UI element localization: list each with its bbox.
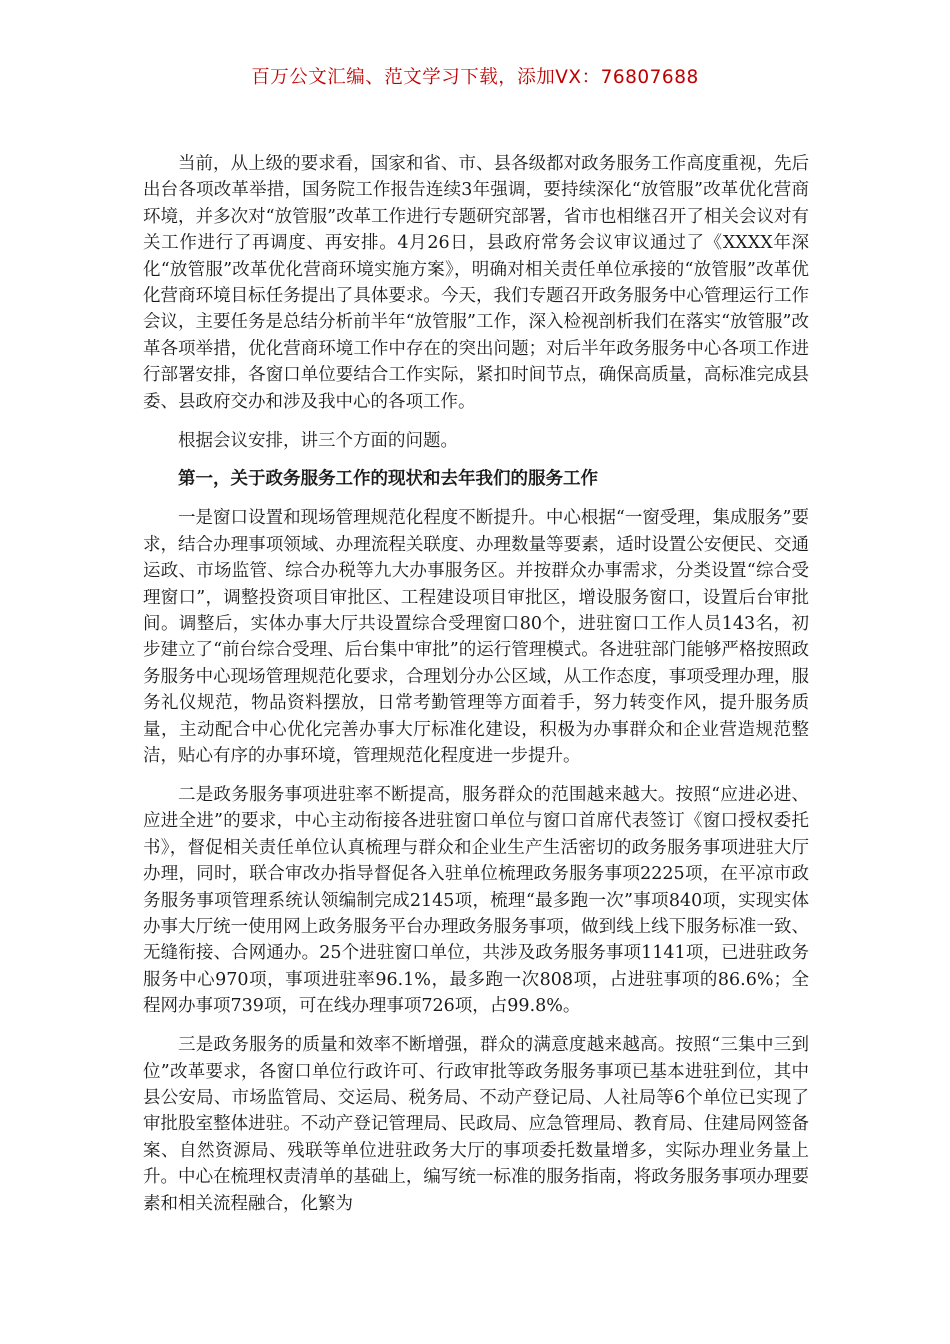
paragraph-agenda: 根据会议安排，讲三个方面的问题。 — [178, 430, 458, 451]
paragraph-point-1: 一是窗口设置和现场管理规范化程度不断提升。中心根据“一窗受理，集成服务”要求，结合办理事项领域、办理流程关联度、办理数量等要素，适时设置公安便民、交通运政、市场监管、综合办税等九大办事服务区。并按群众办事需求，分类设置“综合受理窗口”，调整投资项目审批区、工程建设项目审批区，增设服务窗口，设置后台审批间。调整后，实体办事大厅共设置综合受理窗口80个，进驻窗口工作人员143名，初步建立了“前台综合受理、后台集中审批”的运行管理模式。各进驻部门能够严格按照政务服务中心现场管理规范化要求，合理划分办公区域，从工作态度，事项受理办理，服务礼仪规范，物品资料摆放，日常考勤管理等方面着手，努力转变作风，提升服务质量，主动配合中心优化完善办事大厅标准化建设，积极为办事群众和企业营造规范整洁，贴心有序的办事环境，管理规范化程度进一步提升。 — [143, 508, 809, 767]
document-body — [143, 151, 809, 1229]
section-heading: 第一，关于政务服务工作的现状和去年我们的服务工作 — [178, 469, 598, 490]
paragraph-point-2: 二是政务服务事项进驻率不断提高，服务群众的范围越来越大。按照“应进必进、应进全进”的要求，中心主动衔接各进驻窗口单位与窗口首席代表签订《窗口授权委托书》，督促相关责任单位认真梳理与群众和企业生产生活密切的政务服务事项进驻大厅办理，同时，联合审改办指导督促各入驻单位梳理政务服务事项2225项，在平凉市政务服务事项管理系统认领编制完成2145项，梳理“最多跑一次”事项840项，实现实体办事大厅统一使用网上政务服务平台办理政务服务事项，做到线上线下服务标准一致、无缝衔接、合网通办。25个进驻窗口单位，共涉及政务服务事项1141项，已进驻政务服务中心970项，事项进驻率96.1%，最多跑一次808项，占进驻事项的86.6%；全程网办事项739项，可在线办理事项726项，占99.8%。 — [143, 784, 809, 1017]
paragraph-point-3: 三是政务服务的质量和效率不断增强，群众的满意度越来越高。按照“三集中三到位”改革要求，各窗口单位行政许可、行政审批等政务服务事项已基本进驻到位，其中县公安局、市场监管局、交运局、税务局、不动产登记局、人社局等6个单位已实现了审批股室整体进驻。不动产登记管理局、民政局、应急管理局、教育局、住建局网签备案、自然资源局、残联等单位进驻政务大厅的事项委托数量增多，实际办理业务量上升。中心在梳理权责清单的基础上，编写统一标准的服务指南，将政务服务事项办理要素和相关流程融合，化繁为 — [143, 1035, 809, 1214]
header-banner: 百万公文汇编、范文学习下载，添加VX：76807688 — [251, 67, 699, 88]
paragraph-intro: 当前，从上级的要求看，国家和省、市、县各级都对政务服务工作高度重视，先后出台各项改革举措，国务院工作报告连续3年强调，要持续深化“放管服”改革优化营商环境，并多次对“放管服”改革工作进行专题研究部署，省市也相继召开了相关会议对有关工作进行了再调度、再安排。4月26日，县政府常务会议审议通过了《XXXX年深化“放管服”改革优化营商环境实施方案》，明确对相关责任单位承接的“放管服”改革优化营商环境目标任务提出了具体要求。今天，我们专题召开政务服务中心管理运行工作会议，主要任务是总结分析前半年“放管服”工作，深入检视剖析我们在落实“放管服”改革各项举措，优化营商环境工作中存在的突出问题；对后半年政务服务中心各项工作进行部署安排，各窗口单位要结合工作实际，紧扣时间节点，确保高质量，高标准完成县委、县政府交办和涉及我中心的各项工作。 — [143, 154, 809, 412]
